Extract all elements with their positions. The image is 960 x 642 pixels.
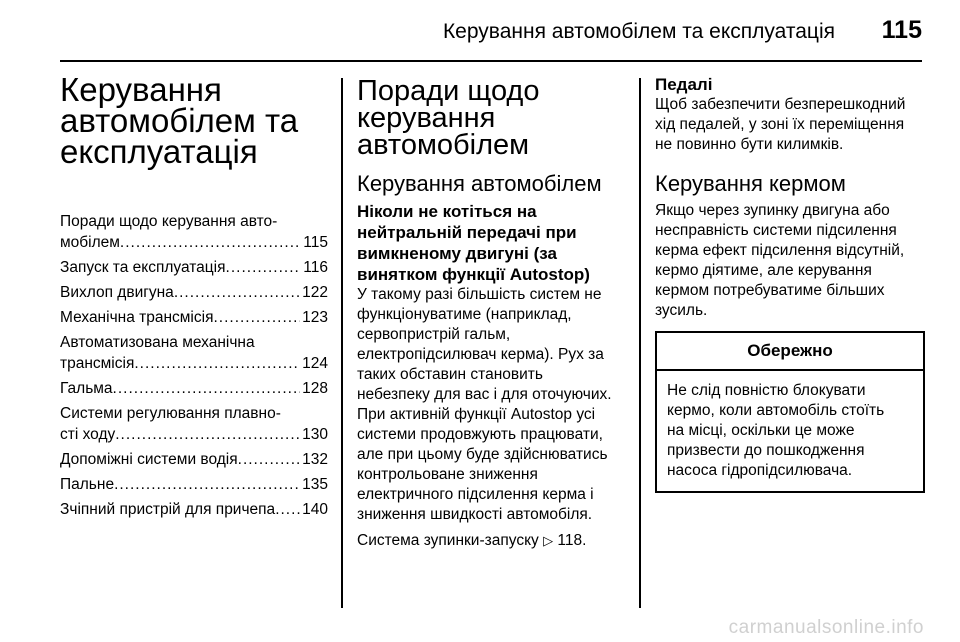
toc-page-number: 140 xyxy=(302,501,328,518)
section-title-line: автомобілем xyxy=(357,129,530,161)
heading-line: винятком функції Autostop) xyxy=(357,265,590,284)
paragraph-line: таких обставин становить xyxy=(357,366,543,383)
toc-page-number: 123 xyxy=(302,309,328,326)
paragraph-line: кермом потребуватиме більших xyxy=(655,282,885,299)
toc-leader-dots xyxy=(226,257,302,278)
toc-item-text: Зчіпний пристрій для причепа xyxy=(60,501,276,518)
caution-title: Обережно xyxy=(657,333,923,371)
toc-item-text: Автоматизована механічна xyxy=(60,334,255,351)
toc-item-text: сті ходу xyxy=(60,426,116,443)
toc-column xyxy=(60,71,328,524)
toc-page-number: 116 xyxy=(303,259,328,276)
paragraph-line: Якщо через зупинку двигуна або xyxy=(655,202,890,219)
paragraph-line: керма ефект підсилення відсутній, xyxy=(655,242,905,259)
paragraph-line: кермо діятиме, але керування xyxy=(655,262,872,279)
toc-page-number: 122 xyxy=(302,284,328,301)
toc-item[interactable] xyxy=(60,449,328,470)
body-paragraph xyxy=(357,285,627,525)
paragraph-line: електропідсилювач керма). Рух за xyxy=(357,346,604,363)
toc-page-number: 124 xyxy=(302,355,328,372)
chapter-title-line: експлуатація xyxy=(60,133,258,170)
warning-heading xyxy=(357,201,627,285)
toc-leader-dots xyxy=(120,232,301,253)
paragraph-line: не повинно бути килимків. xyxy=(655,136,844,153)
heading-line: вимкненому двигуні (за xyxy=(357,244,557,263)
pedals-paragraph xyxy=(655,95,925,155)
toc-page-number: 115 xyxy=(303,234,328,251)
steering-title: Керування кермом xyxy=(655,171,846,196)
chapter-title xyxy=(60,71,328,170)
toc-item[interactable] xyxy=(60,403,328,445)
driving-hints-column xyxy=(357,74,627,557)
reference-text: Система зупинки-запуску xyxy=(357,532,539,549)
pedals-heading: Педалі xyxy=(655,75,713,94)
subsection-title: Керування автомобілем xyxy=(357,171,602,196)
paragraph-line: зусиль. xyxy=(655,302,708,319)
paragraph-line: Щоб забезпечити безперешкодний xyxy=(655,96,906,113)
toc-item-text: Поради щодо керування авто- xyxy=(60,213,278,230)
toc-leader-dots xyxy=(238,449,300,470)
caution-line: призвести до пошкодження xyxy=(667,442,865,459)
header-title: Керування автомобілем та експлуатація xyxy=(442,20,835,43)
toc-item-text: трансмісія xyxy=(60,355,135,372)
toc-leader-dots xyxy=(114,474,300,495)
paragraph-line: зниження швидкості автомобіля. xyxy=(357,506,593,523)
toc-leader-dots xyxy=(115,424,300,445)
toc-item-text: Пальне xyxy=(60,476,115,493)
toc-item-text: Системи регулювання плавно- xyxy=(60,405,281,422)
steering-paragraph xyxy=(655,201,925,321)
toc-item-text: Запуск та експлуатація xyxy=(60,259,226,276)
table-of-contents xyxy=(60,211,328,520)
toc-leader-dots xyxy=(113,378,301,399)
section-title xyxy=(357,75,627,161)
header-rule xyxy=(60,60,922,62)
column-divider-1 xyxy=(341,78,343,608)
paragraph-line: системи продовжують працювати, xyxy=(357,426,603,443)
toc-item-text: Допоміжні системи водія xyxy=(60,451,238,468)
toc-page-number: 135 xyxy=(302,476,328,493)
column-divider-2 xyxy=(639,78,641,608)
cross-reference[interactable] xyxy=(357,531,627,551)
paragraph-line: але при цьому буде здійснюватись xyxy=(357,446,608,463)
heading-line: нейтральній передачі при xyxy=(357,223,577,242)
toc-leader-dots xyxy=(213,307,300,328)
section-title-line: Поради щодо xyxy=(357,75,540,107)
paragraph-line: контрольоване зниження xyxy=(357,466,538,483)
caution-line: на місці, оскільки це може xyxy=(667,422,855,439)
caution-line: Не слід повністю блокувати xyxy=(667,382,866,399)
paragraph-line: функціонуватиме (наприклад, xyxy=(357,306,572,323)
pedals-steering-column xyxy=(655,74,925,493)
toc-page-number: 132 xyxy=(302,451,328,468)
paragraph-line: сервопристрій гальм, xyxy=(357,326,511,343)
arrow-reference-icon: ▷ xyxy=(543,533,554,548)
toc-item[interactable] xyxy=(60,307,328,328)
paragraph-line: У такому разі більшість систем не xyxy=(357,286,602,303)
reference-page: 118. xyxy=(557,532,587,549)
toc-item[interactable] xyxy=(60,282,328,303)
toc-leader-dots xyxy=(174,282,300,303)
chapter-title-line: Керування xyxy=(60,71,222,108)
caution-box xyxy=(655,331,925,493)
toc-item[interactable] xyxy=(60,378,328,399)
toc-item[interactable] xyxy=(60,474,328,495)
page-number: 115 xyxy=(881,16,922,44)
caution-text xyxy=(657,371,923,491)
toc-item[interactable] xyxy=(60,499,328,520)
toc-leader-dots xyxy=(134,353,300,374)
caution-line: кермо, коли автомобіль стоїть xyxy=(667,402,885,419)
paragraph-line: хід педалей, у зоні їх переміщення xyxy=(655,116,905,133)
toc-page-number: 130 xyxy=(302,426,328,443)
caution-line: насоса гідропідсилювача. xyxy=(667,462,853,479)
chapter-title-line: автомобілем та xyxy=(60,102,299,139)
toc-item[interactable] xyxy=(60,211,328,253)
toc-item-text: Вихлоп двигуна xyxy=(60,284,174,301)
toc-item-text: Механічна трансмісія xyxy=(60,309,214,326)
paragraph-line: несправність системи підсилення xyxy=(655,222,897,239)
paragraph-line: електричного підсилення керма і xyxy=(357,486,594,503)
toc-item[interactable] xyxy=(60,257,328,278)
paragraph-line: небезпеку для вас і для оточуючих. xyxy=(357,386,612,403)
toc-page-number: 128 xyxy=(302,380,328,397)
toc-item-text: Гальма xyxy=(60,380,113,397)
toc-item[interactable] xyxy=(60,332,328,374)
toc-item-text: мобілем xyxy=(60,234,120,251)
watermark: carmanualsonline.info xyxy=(728,617,924,638)
toc-leader-dots xyxy=(275,499,300,520)
heading-line: Ніколи не котіться на xyxy=(357,202,537,221)
paragraph-line: При активній функції Autostop усі xyxy=(357,406,596,423)
section-title-line: керування xyxy=(357,102,496,134)
